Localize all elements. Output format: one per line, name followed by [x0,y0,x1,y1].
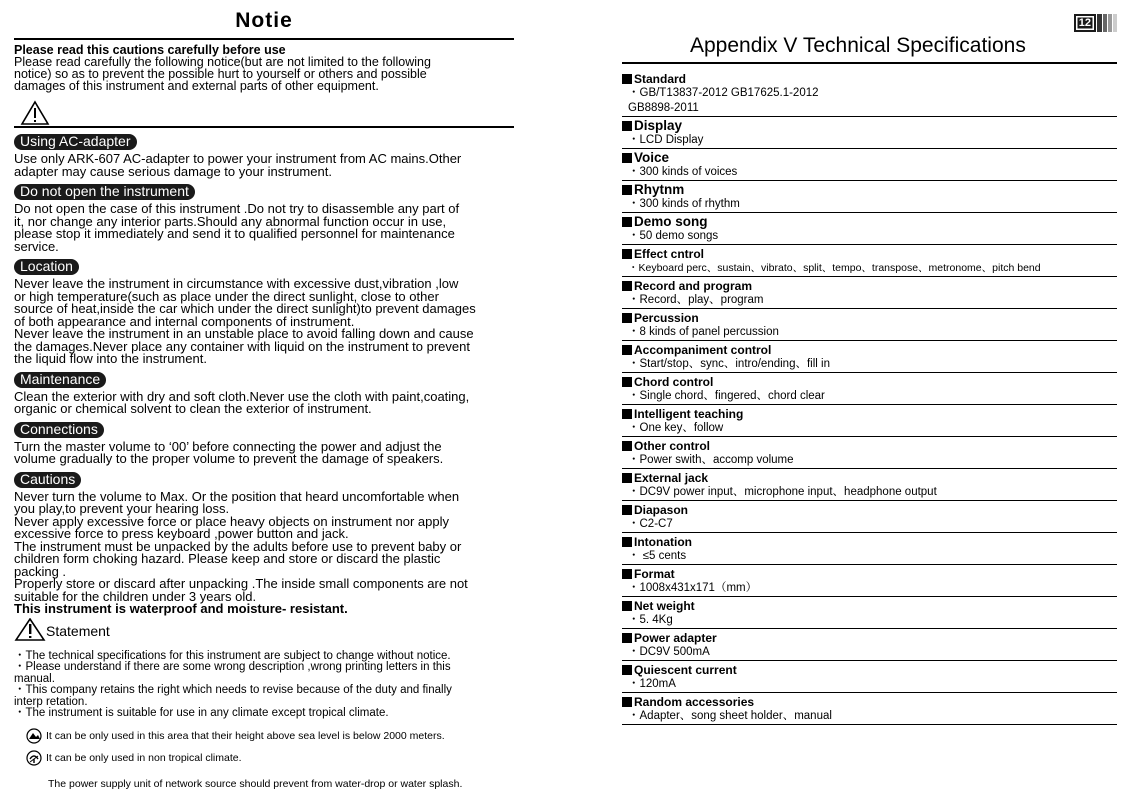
spec-heading-label: Accompaniment control [634,343,772,357]
section-line: The instrument must be unpacked by the adults before use to prevent baby or [14,538,462,554]
spec-heading [622,181,1117,197]
spec-value: ・One key、follow [628,422,724,434]
non-tropical-climate-icon [26,750,42,766]
spec-value: ・Record、play、program [628,294,764,306]
section-line: Clean the exterior with dry and soft cloth.Never use the cloth with paint,coating, [14,388,470,404]
square-bullet-icon [622,313,632,323]
section-heading: Do not open the instrument [14,184,195,200]
spec-heading-label: Percussion [634,311,699,325]
square-bullet-icon [622,633,632,643]
section-body [14,388,514,416]
warning-triangle-icon [20,100,514,126]
spec-heading [622,70,1117,86]
spec-row [622,437,1117,469]
notice-section [14,366,514,416]
section-body [14,153,514,178]
spec-list [622,70,1117,725]
square-bullet-icon [622,665,632,675]
section-line: Turn the master volume to ‘00’ before connecting the power and adjust the [14,438,442,454]
section-line: please stop it immediately and send it to qualified personnel for maintenance [14,226,455,241]
spec-heading-label: Record and program [634,279,753,293]
square-bullet-icon [622,153,632,163]
spec-heading-label: Power adapter [634,631,717,645]
list-item: ・Please understand if there are some wrong description ,wrong printing letters in this [14,661,451,673]
spec-row [622,70,1117,117]
section-body [14,488,514,616]
square-bullet-icon [622,74,632,84]
statement-list [14,651,514,720]
section-line: Properly store or discard after unpacking .The inside small components are not [14,576,468,591]
waterproof-note: This instrument is waterproof and moisture- resistant. [14,601,348,616]
spec-row [622,565,1117,597]
spec-value: ・8 kinds of panel percussion [628,326,779,338]
section-heading: Cautions [14,472,81,488]
notice-sections [14,128,514,616]
section-body [14,278,514,366]
spec-value: ・C2-C7 [628,518,673,530]
intro-line: notice) so as to prevent the possible hurt to yourself or others and possible [14,67,427,81]
spec-row [622,373,1117,405]
spec-value: ・1008x431x171（mm） [628,582,758,594]
page-number: 12 [1074,14,1096,32]
square-bullet-icon [622,473,632,483]
spec-value: ・Keyboard perc、sustain、vibrato、split、tempo、transpose、metronome、pitch bend [628,262,1041,274]
tab-stripe [1103,14,1107,32]
section-line: the damages.Never place any container with liquid on the instrument to prevent [14,338,470,354]
spec-heading-label: Diapason [634,503,689,517]
section-line: organic or chemical solvent to clean the exterior of instrument. [14,401,372,416]
spec-heading [622,501,1117,517]
spec-value: ・ ≤5 cents [628,550,687,562]
notice-section [14,416,514,466]
spec-heading [622,629,1117,645]
spec-row [622,629,1117,661]
section-line: volume gradually to the proper volume to prevent the damage of speakers. [14,451,444,466]
spec-heading-label: Demo song [634,214,708,229]
spec-value: ・Adapter、song sheet holder、manual [628,710,832,722]
spec-value: ・120mA [628,678,676,690]
spec-heading-label: Standard [634,72,687,86]
spec-heading [622,405,1117,421]
spec-heading-label: Quiescent current [634,663,737,677]
spec-value: ・LCD Display [628,134,704,146]
altitude-note: It can be only used in this area that their height above sea level is below 2000 meters. [46,729,445,742]
section-line: children form choking hazard. Please keep and store or discard the plastic [14,551,441,566]
spec-heading-label: Other control [634,439,711,453]
spec-row [622,213,1117,245]
notice-section [14,466,514,616]
spec-row [622,469,1117,501]
title-rule [622,62,1117,64]
spec-heading [622,277,1117,293]
section-heading: Maintenance [14,372,106,388]
spec-heading-label: Format [634,567,675,581]
square-bullet-icon [622,409,632,419]
spec-row [622,501,1117,533]
spec-heading-label: External jack [634,471,709,485]
spec-value: ・DC9V power input、microphone input、headphone output [628,486,937,498]
section-line: the liquid flow into the instrument. [14,351,207,366]
spec-value: ・DC9V 500mA [628,646,710,658]
section-line: Never leave the instrument in an unstable place to avoid falling down and cause [14,326,474,341]
spec-heading-label: Voice [634,150,670,165]
spec-heading-label: Intelligent teaching [634,407,744,421]
section-line: Never leave the instrument in circumstance with excessive dust,vibration ,low [14,276,459,291]
spec-heading [622,437,1117,453]
page-number-tab [1074,14,1117,32]
spec-heading-label: Rhytnm [634,182,685,197]
spec-heading [622,245,1117,261]
section-line: packing . [14,563,67,579]
spec-row [622,693,1117,725]
spec-value: ・5. 4Kg [628,614,673,626]
square-bullet-icon [622,345,632,355]
spec-row [622,533,1117,565]
section-heading: Using AC-adapter [14,134,137,150]
square-bullet-icon [622,377,632,387]
spec-row [622,277,1117,309]
square-bullet-icon [622,441,632,451]
square-bullet-icon [622,217,632,227]
list-item: ・The technical specifications for this instrument are subject to change without notice. [14,649,451,662]
spec-heading [622,533,1117,549]
square-bullet-icon [622,185,632,195]
square-bullet-icon [622,537,632,547]
appendix-title: Appendix V Technical Specifications [690,34,1026,57]
spec-row [622,149,1117,181]
statement-title: Statement [46,623,110,639]
square-bullet-icon [622,249,632,259]
power-note: The power supply unit of network source should prevent from water-drop or water splash. [48,777,463,790]
spec-heading [622,309,1117,325]
intro-line: damages of this instrument and external parts of other equipment. [14,79,379,93]
section-body [14,438,514,466]
spec-heading [622,341,1117,357]
section-line: service. [14,238,59,254]
spec-heading [622,597,1117,613]
statement-heading [14,618,514,645]
section-line: it, nor change any interior parts.Should any abnormal function occur in use, [14,213,447,229]
section-line: Do not open the case of this instrument .Do not try to disassemble any part of [14,201,460,216]
section-line: adapter may cause serious damage to your instrument. [14,163,332,179]
climate-note: It can be only used in non tropical climate. [46,751,242,764]
section-line: Use only ARK-607 AC-adapter to power your instrument from AC mains.Other [14,151,462,166]
climate-note-row [26,750,514,766]
section-line: excessive force to press keyboard ,power button and jack. [14,526,349,541]
spec-value: ・Power swith、accomp volume [628,454,794,466]
section-line: source of heat,inside the car which under the direct sunlight)to prevent damages [14,301,476,316]
section-line: or high temperature(such as place under the direct sunlight, close to other [14,288,439,304]
list-item: ・The instrument is suitable for use in any climate except tropical climate. [14,707,389,719]
list-item: interp retation. [14,695,88,708]
spec-heading [622,661,1117,677]
notice-section [14,253,514,366]
spec-heading-label: Net weight [634,599,695,613]
spec-heading [622,213,1117,229]
section-body [14,203,514,253]
spec-heading-label: Effect cntrol [634,247,705,261]
spec-row [622,661,1117,693]
square-bullet-icon [622,505,632,515]
altitude-note-row [26,728,514,744]
spec-heading [622,693,1117,709]
spec-heading-label: Chord control [634,375,714,389]
spec-heading [622,373,1117,389]
spec-row [622,405,1117,437]
spec-value: ・GB/T13837-2012 GB17625.1-2012 [628,87,819,99]
tab-stripe [1108,14,1112,32]
spec-value: ・300 kinds of voices [628,166,738,178]
spec-heading [622,565,1117,581]
spec-value: GB8898-2011 [628,102,699,114]
spec-heading [622,117,1117,133]
section-heading: Location [14,259,79,275]
spec-heading [622,469,1117,485]
intro-line: Please read carefully the following notice(but are not limited to the following [14,55,431,69]
spec-heading-label: Intonation [634,535,692,549]
square-bullet-icon [622,569,632,579]
tab-stripe [1113,14,1117,32]
square-bullet-icon [622,281,632,291]
intro-heading: Please read this cautions carefully before use [14,43,286,57]
spec-value: ・50 demo songs [628,230,719,242]
notice-section [14,178,514,253]
section-line: of both appearance and internal components of instrument. [14,313,355,329]
spec-value: ・Single chord、fingered、chord clear [628,390,825,402]
warning-triangle-icon [14,618,46,645]
left-page [14,8,514,790]
title-rule [14,38,514,40]
spec-row [622,309,1117,341]
section-line: you play,to prevent your hearing loss. [14,501,230,516]
spec-row [622,597,1117,629]
tab-stripe [1097,14,1102,32]
spec-row [622,245,1117,277]
spec-value: ・300 kinds of rhythm [628,198,740,210]
spec-heading-label: Random accessories [634,695,755,709]
spec-row [622,117,1117,149]
section-line: Never turn the volume to Max. Or the position that heard uncomfortable when [14,488,460,504]
list-item: manual. [14,672,55,685]
section-line: suitable for the children under 3 years old. [14,588,257,604]
altitude-limit-icon [26,728,42,744]
spec-row [622,341,1117,373]
square-bullet-icon [622,121,632,131]
spec-heading [622,149,1117,165]
square-bullet-icon [622,697,632,707]
square-bullet-icon [622,601,632,611]
spec-row [622,181,1117,213]
intro-text [14,56,514,92]
list-item: ・This company retains the right which needs to revise because of the duty and finally [14,684,452,696]
right-page [622,8,1117,725]
notice-section [14,128,514,178]
section-heading: Connections [14,422,104,438]
spec-heading-label: Display [634,118,683,133]
page-title: Notie [235,9,293,32]
section-line: Never apply excessive force or place heavy objects on instrument nor apply [14,513,449,529]
spec-value: ・Start/stop、sync、intro/ending、fill in [628,358,830,370]
